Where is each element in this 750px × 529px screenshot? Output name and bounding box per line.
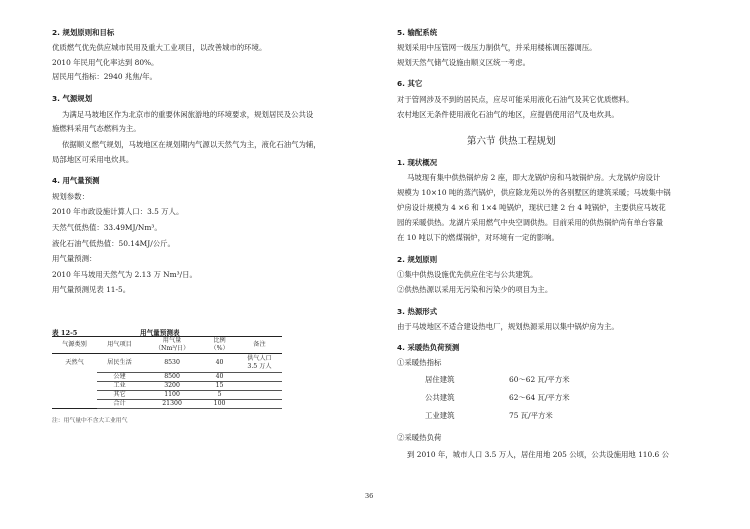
table-header-row: [52, 337, 282, 354]
left-text-line: 依据顺义燃气规划，马坡地区在规划期内气源以天然气为主，液化石油气为辅，: [62, 140, 321, 149]
right-text-line: 到 2010 年，城市人口 3.5 万人，居住用地 205 公顷，公共设施用地 110.6 公: [407, 450, 669, 459]
left-text-line: 居民用气指标：2940 兆焦/年。: [52, 72, 157, 81]
table-cell: 合计: [97, 400, 142, 409]
table-cell: 居民生活: [97, 354, 142, 373]
left-text-line: 2010 年民用气化率达到 80%。: [52, 58, 159, 67]
right-text-line: 规划采用中压管网一级压力制供气，并采用楼栋调压器调压。: [397, 43, 597, 52]
left-heading: 3. 气源规划: [52, 94, 93, 103]
right-heading: 6. 其它: [397, 79, 423, 88]
table-cell: [237, 391, 282, 400]
table-cell: 15: [202, 382, 237, 391]
table-cell: [237, 400, 282, 409]
table-header-cell: 用气项目: [97, 337, 142, 354]
right-text-line: 炉房设计规模为 4 ×6 和 1×4 吨锅炉，现状已建 2 台 4 吨锅炉，主要供应马坡花: [397, 203, 666, 212]
right-text-line: 农村地区无条件使用液化石油气的地区，应提倡使用沼气及电炊具。: [397, 110, 619, 119]
table-cell: 公建: [97, 373, 142, 382]
table-cell: 8500: [142, 373, 202, 382]
table-cell: [52, 373, 97, 382]
table-cell: 5: [202, 391, 237, 400]
table-cell: 供气人口 3.5 万人: [237, 354, 282, 373]
table-row: [52, 382, 282, 391]
table-row: [52, 391, 282, 400]
right-heading: 3. 热源形式: [397, 307, 438, 316]
section-title: 第六节 供热工程规划: [467, 136, 556, 147]
right-heading: 5. 输配系统: [397, 28, 438, 37]
left-text-line: 液化石油气低热值：50.14MJ/公斤。: [52, 239, 175, 248]
table-cell: 1100: [142, 391, 202, 400]
heat-index-label: 公共建筑: [425, 393, 455, 402]
right-text-line: 园的采暖供热。龙湖片采用燃气中央空调供热。目前采用的供热锅炉尚有单台容量: [397, 218, 664, 227]
left-text-line: 施燃料采用气态燃料为主。: [52, 124, 141, 133]
right-heading: 2. 规划原则: [397, 255, 438, 264]
left-heading: 2. 规划原则和目标: [52, 28, 115, 37]
table-cell: [237, 382, 282, 391]
table-row: [52, 400, 282, 409]
table-title: 用气量预测表: [140, 329, 180, 337]
left-text-line: 为满足马坡地区作为北京市的重要休闲旅游地的环境要求，规划居民及公共设: [62, 110, 314, 119]
table-cell: 3200: [142, 382, 202, 391]
left-text-line: 2010 年市政设施计算人口：3.5 万人。: [52, 207, 184, 216]
right-text-line: ①集中供热设施优先供应住宅与公共建筑。: [397, 270, 538, 279]
right-heading: 1. 现状概况: [397, 158, 438, 167]
right-text-line: ①采暖热指标: [397, 358, 442, 367]
table-row: [52, 373, 282, 382]
table-cell: [237, 373, 282, 382]
table-cell: 其它: [97, 391, 142, 400]
heat-index-value: 75 瓦/平方米: [509, 411, 553, 420]
heat-index-label: 工业建筑: [425, 411, 455, 420]
right-text-line: 规模为 10×10 吨的蒸汽锅炉，供应除龙苑以外的各别墅区的建筑采暖；马坡集中锅: [397, 188, 671, 197]
table-cell: 8530: [142, 354, 202, 373]
right-text-line: 由于马坡地区不适合建设热电厂，规划热源采用以集中锅炉房为主。: [397, 322, 619, 331]
left-text-line: 优质燃气优先供应城市民用及重大工业项目，以改善城市的环境。: [52, 43, 267, 52]
table-cell: 40: [202, 373, 237, 382]
right-text-line: ②采暖热负荷: [397, 433, 442, 442]
table-cell: [52, 382, 97, 391]
left-text-line: 用气量预测：: [52, 254, 97, 263]
table-cell: 工业: [97, 382, 142, 391]
table-cell: 40: [202, 354, 237, 373]
table-cell: 天然气: [65, 359, 84, 367]
table-number: 表 12-5: [52, 329, 78, 337]
table-row: [52, 354, 282, 373]
right-text-line: 规划天然气储气设施由顺义区统一考虑。: [397, 58, 531, 67]
table-cell: 21300: [142, 400, 202, 409]
right-text-line: 对于管网涉及不到的居民点，应尽可能采用液化石油气及其它优质燃料。: [397, 95, 634, 104]
right-text-line: 马坡现有集中供热锅炉房 2 座，即大龙锅炉房和马坡锅炉房。大龙锅炉房设计: [407, 173, 661, 182]
heat-index-label: 居住建筑: [425, 375, 455, 384]
table-cell: [52, 391, 97, 400]
table-header-cell: 比例 （%）: [202, 337, 237, 354]
left-text-line: 用气量预测见表 11-5。: [52, 285, 131, 294]
table-cell: [52, 400, 97, 409]
right-heading: 4. 采暖热负荷预测: [397, 343, 460, 352]
table-header-cell: 用气量 （Nm³/日）: [142, 337, 202, 354]
heat-index-value: 62～64 瓦/平方米: [509, 393, 570, 402]
page-number: 36: [365, 492, 374, 500]
left-text-line: 局部地区可采用电炊具。: [52, 155, 134, 164]
heat-index-value: 60～62 瓦/平方米: [509, 375, 570, 384]
table-cell: 100: [202, 400, 237, 409]
gas-demand-table: [52, 336, 282, 409]
left-text-line: 天然气低热值：33.49MJ/Nm³。: [52, 223, 162, 232]
table-note: 注：用气量中不含大工业用气: [52, 418, 128, 424]
left-text-line: 2010 年马坡用天然气为 2.13 万 Nm³/日。: [52, 270, 197, 279]
left-heading: 4. 用气量预测: [52, 176, 100, 185]
table-header-cell: 气源类别: [52, 337, 97, 354]
right-text-line: ②供热热源以采用无污染和污染少的项目为主。: [397, 285, 553, 294]
table-header-cell: 备注: [237, 337, 282, 354]
right-text-line: 在 10 吨以下的燃煤锅炉，对环境有一定的影响。: [397, 233, 559, 242]
left-text-line: 规划参数：: [52, 192, 89, 201]
